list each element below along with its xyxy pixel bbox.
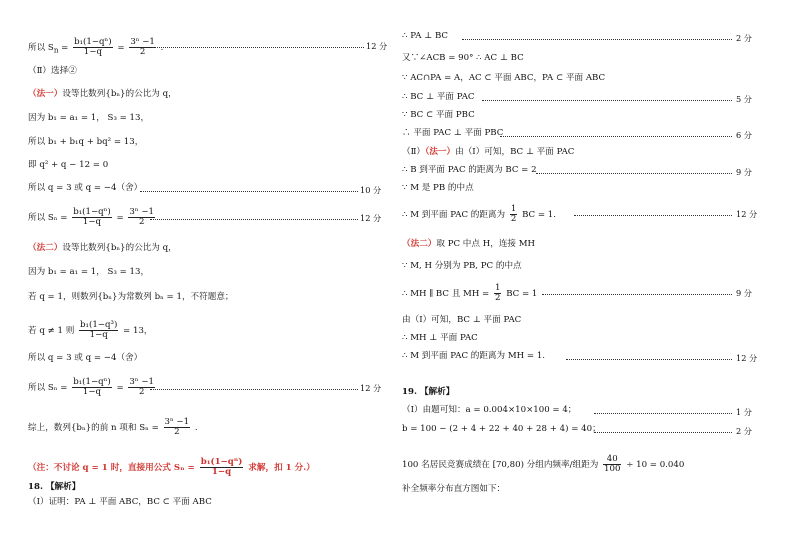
section-19-heading: 19. 【解析】 <box>402 387 455 397</box>
right-line-15: ∴ MH ⊥ 平面 PAC <box>402 333 478 343</box>
dotted-leader <box>150 219 358 220</box>
score-label: 9 分 <box>736 288 752 298</box>
score-label: 6 分 <box>736 130 752 140</box>
fraction: $\frac{40}{100}$ <box>604 454 621 474</box>
dotted-leader <box>462 39 732 40</box>
dotted-leader <box>482 100 732 101</box>
right-line-8: ∴ B 到平面 PAC 的距离为 BC = 2 <box>402 165 537 175</box>
fraction: $\frac{\text{b₁(1−qⁿ)}}{1-q}$ <box>73 377 111 397</box>
left-line-15: 综上，数列{bₙ}的前 n 项和 Sₙ = $\frac{\text{3ⁿ −1}}{2}$ . <box>28 417 198 437</box>
right-line-3: ∵ AC∩PA = A，AC ⊂ 平面 ABC，PA ⊂ 平面 ABC <box>402 73 606 83</box>
right-line-7: （Ⅱ）（法一）由（Ⅰ）可知，BC ⊥ 平面 PAC <box>402 147 575 157</box>
right-line-18: （Ⅰ）由题可知：a = 0.004×10×100 = 4； <box>402 405 577 415</box>
left-line-3: （法一）设等比数列{bₙ}的公比为 q， <box>28 89 177 99</box>
dotted-leader <box>594 432 732 433</box>
fraction: $\frac{\text{3ⁿ −1}}{2}$ <box>164 417 190 437</box>
score-label: 10 分 <box>360 185 382 195</box>
right-line-12: ∵ M, H 分别为 PB, PC 的中点 <box>402 261 522 271</box>
score-label: 12 分 <box>736 353 758 363</box>
left-line-9: （法二）设等比数列{bₙ}的公比为 q， <box>28 243 177 253</box>
score-label: 12 分 <box>360 383 382 393</box>
right-line-13: ∴ MH ∥ BC 且 MH = $\frac{1}{2}$ BC = 1 <box>402 283 538 303</box>
fraction: $\frac{\text{3ⁿ −1}}{2}$ <box>130 37 155 57</box>
right-line-20: 100 名居民竞赛成绩在 [70,80) 分组内频率/组距为 $\frac{40}{100}$ ÷ 10 = 0.040 <box>402 454 685 474</box>
dotted-leader <box>566 359 732 360</box>
right-line-19: b = 100 − (2 + 4 + 22 + 40 + 28 + 4) = 40； <box>402 424 601 434</box>
right-line-9: ∵ M 是 PB 的中点 <box>402 183 474 193</box>
fraction: $\frac{\text{b₁(1−qⁿ)}}{1-q}$ <box>73 207 111 227</box>
left-line-13: 所以 q = 3 或 q = −4（舍） <box>28 353 143 363</box>
fraction: $\frac{\text{3ⁿ −1}}{2}$ <box>129 377 155 397</box>
left-line-12: 若 q ≠ 1 则 $\frac{\text{b₁(1−q³)}}{1-q}$ = 13， <box>28 320 153 340</box>
left-line-8: 所以 Sₙ = $\frac{\text{b₁(1−qⁿ)}}{1-q}$ = $\frac{\text{3ⁿ −1}}{2}$ <box>28 207 155 227</box>
right-line-5: ∵ BC ⊂ 平面 PBC <box>402 110 475 120</box>
score-label: 12 分 <box>366 41 388 51</box>
fraction: $\frac{\text{b₁(1−qⁿ)}}{1-q}$ <box>200 457 243 477</box>
right-line-11: （法二）取 PC 中点 H，连接 MH <box>402 239 536 249</box>
right-line-6: ∴ 平面 PAC ⊥ 平面 PBC <box>402 128 504 138</box>
left-line-5: 所以 b₁ + b₁q + bq² = 13， <box>28 137 144 147</box>
left-line-4: 因为 b₁ = a₁ = 1， S₃ = 13， <box>28 113 150 123</box>
right-line-2: 又∵∠ACB = 90° ∴ AC ⊥ BC <box>402 53 524 63</box>
left-line-7: 所以 q = 3 或 q = −4（舍） <box>28 183 143 193</box>
left-line-6: 即 q² + q − 12 = 0 <box>28 160 109 170</box>
right-line-16: ∴ M 到平面 PAC 的距离为 MH = 1. <box>402 351 546 361</box>
score-label: 1 分 <box>736 407 752 417</box>
dotted-leader <box>152 47 364 48</box>
section-18-heading: 18. 【解析】 <box>28 482 81 492</box>
right-line-10: ∴ M 到平面 PAC 的距离为 $\frac{1}{2}$ BC = 1. <box>402 204 556 224</box>
left-line-10: 因为 b₁ = a₁ = 1， S₃ = 13， <box>28 267 150 277</box>
fraction: $\frac{1}{2}$ <box>510 204 517 224</box>
left-line-2: （Ⅱ）选择② <box>28 66 77 76</box>
right-line-1: ∴ PA ⊥ BC <box>402 31 448 41</box>
dotted-leader <box>574 215 732 216</box>
dotted-leader <box>542 294 732 295</box>
left-line-14: 所以 Sₙ = $\frac{\text{b₁(1−qⁿ)}}{1-q}$ = $\frac{\text{3ⁿ −1}}{2}$ <box>28 377 155 397</box>
dotted-leader <box>140 191 358 192</box>
score-label: 9 分 <box>736 167 752 177</box>
dotted-leader <box>536 173 732 174</box>
score-label: 2 分 <box>736 426 752 436</box>
dotted-leader <box>150 389 358 390</box>
score-label: 2 分 <box>736 33 752 43</box>
left-line-1: 所以 $S_n$ = $\frac{\text{b₁(1−qⁿ)}}{1-q}$ = $\frac{\text{3ⁿ −1}}{2}$ . <box>28 37 164 57</box>
dotted-leader <box>594 413 732 414</box>
fraction: $\frac{\text{b₁(1−qⁿ)}}{1-q}$ <box>74 37 112 57</box>
fraction: $\frac{\text{3ⁿ −1}}{2}$ <box>129 207 155 227</box>
fraction: $\frac{1}{2}$ <box>495 283 501 303</box>
fraction: $\frac{\text{b₁(1−q³)}}{1-q}$ <box>80 320 118 340</box>
left-note: （注：不讨论 q = 1 时，直接用公式 Sₙ = $\frac{\text{b₁(1−qⁿ)}}{1-q}$ 求解，扣 1 分.） <box>28 457 315 477</box>
right-line-21: 补全频率分布直方图如下： <box>402 484 506 494</box>
score-label: 12 分 <box>360 213 382 223</box>
score-label: 12 分 <box>736 209 758 219</box>
left-line-11: 若 q = 1，则数列{bₙ}为常数列 bₙ = 1，不符题意； <box>28 292 234 302</box>
score-label: 5 分 <box>736 94 752 104</box>
dotted-leader <box>500 136 732 137</box>
right-line-14: 由（Ⅰ）可知，BC ⊥ 平面 PAC <box>402 315 522 325</box>
left-line-18: （Ⅰ）证明：PA ⊥ 平面 ABC，BC ⊂ 平面 ABC <box>28 497 212 507</box>
right-line-4: ∴ BC ⊥ 平面 PAC <box>402 92 475 102</box>
